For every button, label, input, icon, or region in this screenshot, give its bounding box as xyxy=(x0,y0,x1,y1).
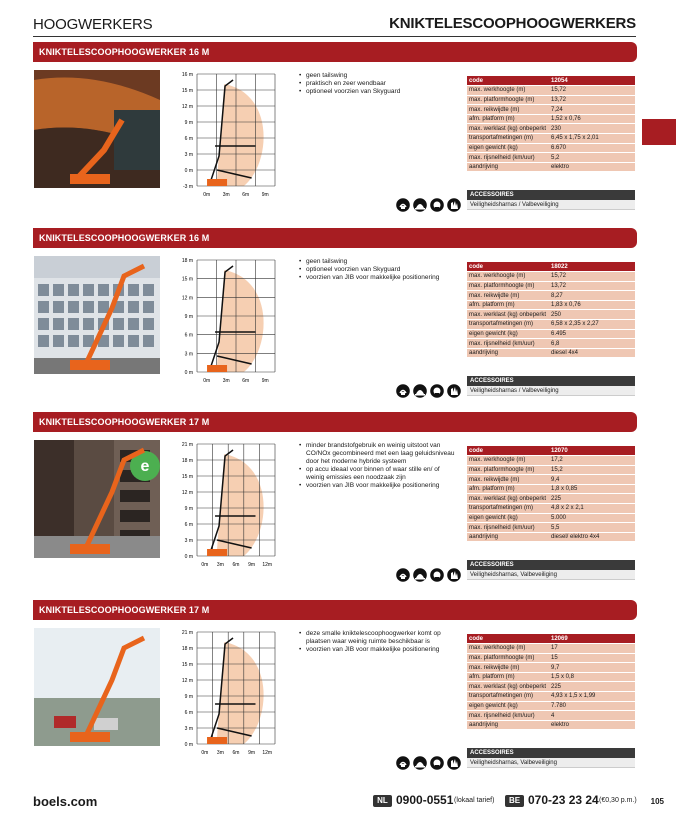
x-tick-label: 6m xyxy=(242,378,250,384)
section-title: KNIKTELESCOOPHOOGWERKER 16 M xyxy=(33,228,637,248)
y-tick-label: 9 m xyxy=(184,694,193,700)
hardhat-icon xyxy=(413,198,427,212)
spec-row xyxy=(467,86,635,96)
gloves-icon xyxy=(447,756,461,770)
spec-value: elektro xyxy=(549,720,635,730)
y-tick-label: 18 m xyxy=(181,458,193,464)
nl-badge: NL xyxy=(373,795,392,807)
spec-row xyxy=(467,105,635,115)
spec-value: 4 xyxy=(549,711,635,721)
spec-label: eigen gewicht (kg) xyxy=(467,329,549,339)
spec-row xyxy=(467,348,635,358)
y-tick-label: 21 m xyxy=(181,630,193,636)
product-photo xyxy=(34,70,160,188)
spec-value: 5,2 xyxy=(549,153,635,163)
accessories-title: ACCESSOIRES xyxy=(467,560,635,570)
spec-row xyxy=(467,281,635,291)
spec-row xyxy=(467,114,635,124)
spec-row xyxy=(467,329,635,339)
spec-label: aandrijving xyxy=(467,532,549,542)
spec-value: 6.670 xyxy=(549,143,635,153)
page-category: HOOGWERKERS xyxy=(33,16,153,33)
y-tick-label: 18 m xyxy=(181,258,193,264)
x-tick-label: 9m xyxy=(261,378,269,384)
spec-label: max. platformhoogte (m) xyxy=(467,281,549,291)
accessories-title: ACCESSOIRES xyxy=(467,748,635,758)
feature-item: • minder brandstofgebruik en weinig uitstoot van CO/NOx gecombineerd met een laag geluidsniveau door het moderne hybride systeem xyxy=(299,442,459,466)
harness-icon xyxy=(396,568,410,582)
spec-label: max. platformhoogte (m) xyxy=(467,465,549,475)
spec-row xyxy=(467,504,635,514)
y-tick-label: 6 m xyxy=(184,332,193,339)
spec-value: diesel/ elektro 4x4 xyxy=(549,532,635,542)
spec-value: 6,45 x 1,75 x 2,01 xyxy=(549,134,635,144)
spec-label: max. reikwijdte (m) xyxy=(467,475,549,485)
spec-label: afm. platform (m) xyxy=(467,114,549,124)
spec-label: max. rijsnelheid (km/uur) xyxy=(467,153,549,163)
chapter-tab xyxy=(642,119,676,145)
spec-value: 1,83 x 0,76 xyxy=(549,300,635,310)
be-badge: BE xyxy=(505,795,524,807)
product-section xyxy=(33,412,637,587)
spec-label: transportafmetingen (m) xyxy=(467,320,549,330)
gloves-icon xyxy=(447,384,461,398)
y-tick-label: 15 m xyxy=(181,662,193,668)
y-tick-label: 0 m xyxy=(184,742,193,748)
spec-row xyxy=(467,711,635,721)
feature-list xyxy=(299,258,459,282)
section-title: KNIKTELESCOOPHOOGWERKER 17 M xyxy=(33,412,637,432)
accessories-list: Veiligheidsharnas, Valbeveiliging xyxy=(467,570,635,580)
helmet-icon xyxy=(430,756,444,770)
feature-list xyxy=(299,442,459,490)
y-tick-label: 0 m xyxy=(184,554,193,560)
spec-label: aandrijving xyxy=(467,348,549,358)
spec-value: 225 xyxy=(549,494,635,504)
nl-phone[interactable]: 0900-0551 xyxy=(396,793,454,807)
helmet-icon xyxy=(430,198,444,212)
spec-value: diesel 4x4 xyxy=(549,348,635,358)
spec-label: max. werklast (kg) onbeperkt xyxy=(467,124,549,134)
product-photo xyxy=(34,440,160,558)
y-tick-label: 21 m xyxy=(181,442,193,448)
spec-value: 15,2 xyxy=(549,465,635,475)
spec-row xyxy=(467,663,635,673)
be-phone[interactable]: 070-23 23 24 xyxy=(528,793,599,807)
accessories-list: Veiligheidsharnas, Valbeveiliging xyxy=(467,758,635,768)
spec-value: 1,8 x 0,85 xyxy=(549,484,635,494)
spec-row xyxy=(467,272,635,282)
spec-table xyxy=(467,634,635,730)
spec-label: max. werklast (kg) onbeperkt xyxy=(467,682,549,692)
svg-text:e: e xyxy=(140,458,150,475)
spec-label: max. reikwijdte (m) xyxy=(467,291,549,301)
accessories-box xyxy=(467,748,635,768)
hardhat-icon xyxy=(413,568,427,582)
spec-code-value: 18022 xyxy=(549,262,635,272)
spec-label: afm. platform (m) xyxy=(467,672,549,682)
spec-row xyxy=(467,720,635,730)
base-unit xyxy=(207,549,227,556)
spec-row xyxy=(467,532,635,542)
spec-row xyxy=(467,513,635,523)
helmet-icon xyxy=(430,384,444,398)
x-tick-label: 0m xyxy=(203,378,211,384)
hardhat-icon xyxy=(413,756,427,770)
spec-label: aandrijving xyxy=(467,720,549,730)
spec-label: eigen gewicht (kg) xyxy=(467,701,549,711)
x-tick-label: 12m xyxy=(262,750,273,756)
y-tick-label: 9 m xyxy=(184,506,193,512)
spec-value: 13,72 xyxy=(549,95,635,105)
y-tick-label: 3 m xyxy=(184,152,193,158)
harness-icon xyxy=(396,384,410,398)
spec-label: max. reikwijdte (m) xyxy=(467,663,549,673)
y-tick-label: 15 m xyxy=(181,88,193,94)
spec-table xyxy=(467,76,635,172)
spec-row xyxy=(467,475,635,485)
spec-row xyxy=(467,653,635,663)
spec-value: 230 xyxy=(549,124,635,134)
spec-label: max. werkhoogte (m) xyxy=(467,86,549,96)
product-section xyxy=(33,600,637,775)
spec-label: max. werkhoogte (m) xyxy=(467,272,549,282)
base-unit xyxy=(207,179,227,186)
spec-label: max. rijsnelheid (km/uur) xyxy=(467,339,549,349)
spec-label: aandrijving xyxy=(467,162,549,172)
gloves-icon xyxy=(447,568,461,582)
feature-item: • voorzien van JIB voor makkelijke positionering xyxy=(299,274,459,282)
safety-icons xyxy=(396,568,461,582)
feature-item: • voorzien van JIB voor makkelijke positionering xyxy=(299,646,459,654)
spec-value: elektro xyxy=(549,162,635,172)
harness-icon xyxy=(396,756,410,770)
y-tick-label: 9 m xyxy=(184,314,193,320)
accessories-title: ACCESSOIRES xyxy=(467,376,635,386)
product-photo xyxy=(34,628,160,746)
gloves-icon xyxy=(447,198,461,212)
feature-item: • geen tailswing xyxy=(299,72,459,80)
y-tick-label: 0 m xyxy=(184,168,193,174)
y-tick-label: 3 m xyxy=(184,726,193,732)
feature-list xyxy=(299,72,459,96)
spec-row xyxy=(467,124,635,134)
page-number: 105 xyxy=(650,797,664,806)
spec-label: max. rijsnelheid (km/uur) xyxy=(467,711,549,721)
y-tick-label: 0 m xyxy=(184,370,193,376)
x-tick-label: 3m xyxy=(216,750,224,756)
spec-label: transportafmetingen (m) xyxy=(467,504,549,514)
reach-diagram xyxy=(169,440,289,590)
feature-item: • praktisch en zeer wendbaar xyxy=(299,80,459,88)
spec-label: max. reikwijdte (m) xyxy=(467,105,549,115)
spec-row xyxy=(467,162,635,172)
spec-value: 7,24 xyxy=(549,105,635,115)
spec-row xyxy=(467,465,635,475)
reach-diagram xyxy=(169,256,289,406)
x-tick-label: 9m xyxy=(248,750,256,756)
spec-row xyxy=(467,644,635,654)
spec-row xyxy=(467,143,635,153)
y-tick-label: 9 m xyxy=(184,120,193,126)
spec-row xyxy=(467,672,635,682)
spec-value: 5.000 xyxy=(549,513,635,523)
y-tick-label: 3 m xyxy=(184,351,193,358)
y-tick-label: 3 m xyxy=(184,538,193,544)
section-title: KNIKTELESCOOPHOOGWERKER 17 M xyxy=(33,600,637,620)
spec-value: 6,8 xyxy=(549,339,635,349)
spec-value: 9,7 xyxy=(549,663,635,673)
y-tick-label: 15 m xyxy=(181,474,193,480)
spec-label: max. platformhoogte (m) xyxy=(467,653,549,663)
spec-label: eigen gewicht (kg) xyxy=(467,143,549,153)
product-section xyxy=(33,228,637,403)
spec-header-row xyxy=(467,76,635,86)
harness-icon xyxy=(396,198,410,212)
helmet-icon xyxy=(430,568,444,582)
y-tick-label: 12 m xyxy=(181,678,193,684)
feature-item: • optioneel voorzien van Skyguard xyxy=(299,266,459,274)
accessories-box xyxy=(467,376,635,396)
spec-label: transportafmetingen (m) xyxy=(467,692,549,702)
spec-code-label: code xyxy=(467,634,549,644)
spec-value: 13,72 xyxy=(549,281,635,291)
y-tick-label: 18 m xyxy=(181,646,193,652)
feature-list xyxy=(299,630,459,654)
feature-item: • deze smalle kniktelescoophoogwerker komt op plaatsen waar weinig ruimte beschikbaar is xyxy=(299,630,459,646)
spec-value: 6,58 x 2,35 x 2,27 xyxy=(549,320,635,330)
x-tick-label: 9m xyxy=(261,192,269,198)
spec-row xyxy=(467,692,635,702)
spec-code-label: code xyxy=(467,76,549,86)
spec-row xyxy=(467,484,635,494)
spec-row xyxy=(467,300,635,310)
x-tick-label: 0m xyxy=(203,192,211,198)
spec-value: 9,4 xyxy=(549,475,635,485)
product-photo xyxy=(34,256,160,374)
spec-value: 15,72 xyxy=(549,86,635,96)
spec-code-value: 12069 xyxy=(549,634,635,644)
accessories-box xyxy=(467,190,635,210)
spec-row xyxy=(467,134,635,144)
x-tick-label: 0m xyxy=(201,562,209,568)
spec-row xyxy=(467,310,635,320)
x-tick-label: 12m xyxy=(262,562,273,568)
spec-value: 250 xyxy=(549,310,635,320)
spec-value: 1,5 x 0,8 xyxy=(549,672,635,682)
spec-row xyxy=(467,494,635,504)
spec-label: max. platformhoogte (m) xyxy=(467,95,549,105)
safety-icons xyxy=(396,384,461,398)
spec-label: transportafmetingen (m) xyxy=(467,134,549,144)
spec-row xyxy=(467,320,635,330)
spec-code-value: 12054 xyxy=(549,76,635,86)
accessories-list: Veiligheidsharnas / Valbeveiliging xyxy=(467,200,635,210)
reach-diagram xyxy=(169,70,289,220)
spec-code-label: code xyxy=(467,446,549,456)
spec-value: 6.495 xyxy=(549,329,635,339)
spec-label: max. werkhoogte (m) xyxy=(467,644,549,654)
spec-value: 17,2 xyxy=(549,456,635,466)
spec-value: 1,52 x 0,76 xyxy=(549,114,635,124)
spec-row xyxy=(467,523,635,533)
x-tick-label: 3m xyxy=(222,192,230,198)
y-tick-label: 12 m xyxy=(181,104,193,110)
spec-header-row xyxy=(467,634,635,644)
spec-row xyxy=(467,153,635,163)
base-unit xyxy=(207,737,227,744)
y-tick-label: 15 m xyxy=(181,276,193,283)
product-section xyxy=(33,42,637,217)
x-tick-label: 0m xyxy=(201,750,209,756)
accessories-list: Veiligheidsharnas / Valbeveiliging xyxy=(467,386,635,396)
spec-header-row xyxy=(467,262,635,272)
accessories-title: ACCESSOIRES xyxy=(467,190,635,200)
spec-value: 225 xyxy=(549,682,635,692)
spec-label: eigen gewicht (kg) xyxy=(467,513,549,523)
spec-value: 7.780 xyxy=(549,701,635,711)
y-tick-label: 16 m xyxy=(181,72,193,78)
spec-value: 15,72 xyxy=(549,272,635,282)
spec-row xyxy=(467,291,635,301)
y-tick-label: 6 m xyxy=(184,136,193,142)
spec-row xyxy=(467,339,635,349)
spec-label: max. rijsnelheid (km/uur) xyxy=(467,523,549,533)
spec-value: 17 xyxy=(549,644,635,654)
footer xyxy=(0,792,676,812)
spec-value: 8,27 xyxy=(549,291,635,301)
spec-row xyxy=(467,682,635,692)
x-tick-label: 3m xyxy=(216,562,224,568)
spec-value: 4,93 x 1,5 x 1,99 xyxy=(549,692,635,702)
spec-value: 5,5 xyxy=(549,523,635,533)
spec-code-value: 12070 xyxy=(549,446,635,456)
x-tick-label: 6m xyxy=(232,750,240,756)
safety-icons xyxy=(396,756,461,770)
spec-label: afm. platform (m) xyxy=(467,484,549,494)
spec-table xyxy=(467,262,635,358)
x-tick-label: 6m xyxy=(232,562,240,568)
x-tick-label: 9m xyxy=(248,562,256,568)
spec-label: afm. platform (m) xyxy=(467,300,549,310)
x-tick-label: 6m xyxy=(242,192,250,198)
y-tick-label: 12 m xyxy=(181,295,193,302)
spec-header-row xyxy=(467,446,635,456)
nl-phone-note: (lokaal tarief) xyxy=(454,797,495,804)
header-divider xyxy=(33,36,636,37)
be-phone-note: (€0,30 p.m.) xyxy=(599,797,637,804)
spec-row xyxy=(467,95,635,105)
spec-label: max. werklast (kg) onbeperkt xyxy=(467,494,549,504)
spec-value: 15 xyxy=(549,653,635,663)
y-tick-label: -3 m xyxy=(183,184,193,190)
hardhat-icon xyxy=(413,384,427,398)
spec-label: max. werklast (kg) onbeperkt xyxy=(467,310,549,320)
feature-item: • op accu ideaal voor binnen of waar stille en/ of weinig emissies een noodzaak zijn xyxy=(299,466,459,482)
feature-item: • optioneel voorzien van Skyguard xyxy=(299,88,459,96)
feature-item: • voorzien van JIB voor makkelijke positionering xyxy=(299,482,459,490)
accessories-box xyxy=(467,560,635,580)
spec-label: max. werkhoogte (m) xyxy=(467,456,549,466)
spec-code-label: code xyxy=(467,262,549,272)
section-title: KNIKTELESCOOPHOOGWERKER 16 M xyxy=(33,42,637,62)
y-tick-label: 12 m xyxy=(181,490,193,496)
feature-item: • geen tailswing xyxy=(299,258,459,266)
spec-row xyxy=(467,456,635,466)
y-tick-label: 6 m xyxy=(184,522,193,528)
spec-row xyxy=(467,701,635,711)
safety-icons xyxy=(396,198,461,212)
page-title: KNIKTELESCOOPHOOGWERKERS xyxy=(389,15,636,32)
footer-website[interactable]: boels.com xyxy=(33,794,98,809)
y-tick-label: 6 m xyxy=(184,710,193,716)
spec-value: 4,8 x 2 x 2,1 xyxy=(549,504,635,514)
base-unit xyxy=(207,365,227,372)
spec-table xyxy=(467,446,635,542)
reach-diagram xyxy=(169,628,289,778)
x-tick-label: 3m xyxy=(222,378,230,384)
